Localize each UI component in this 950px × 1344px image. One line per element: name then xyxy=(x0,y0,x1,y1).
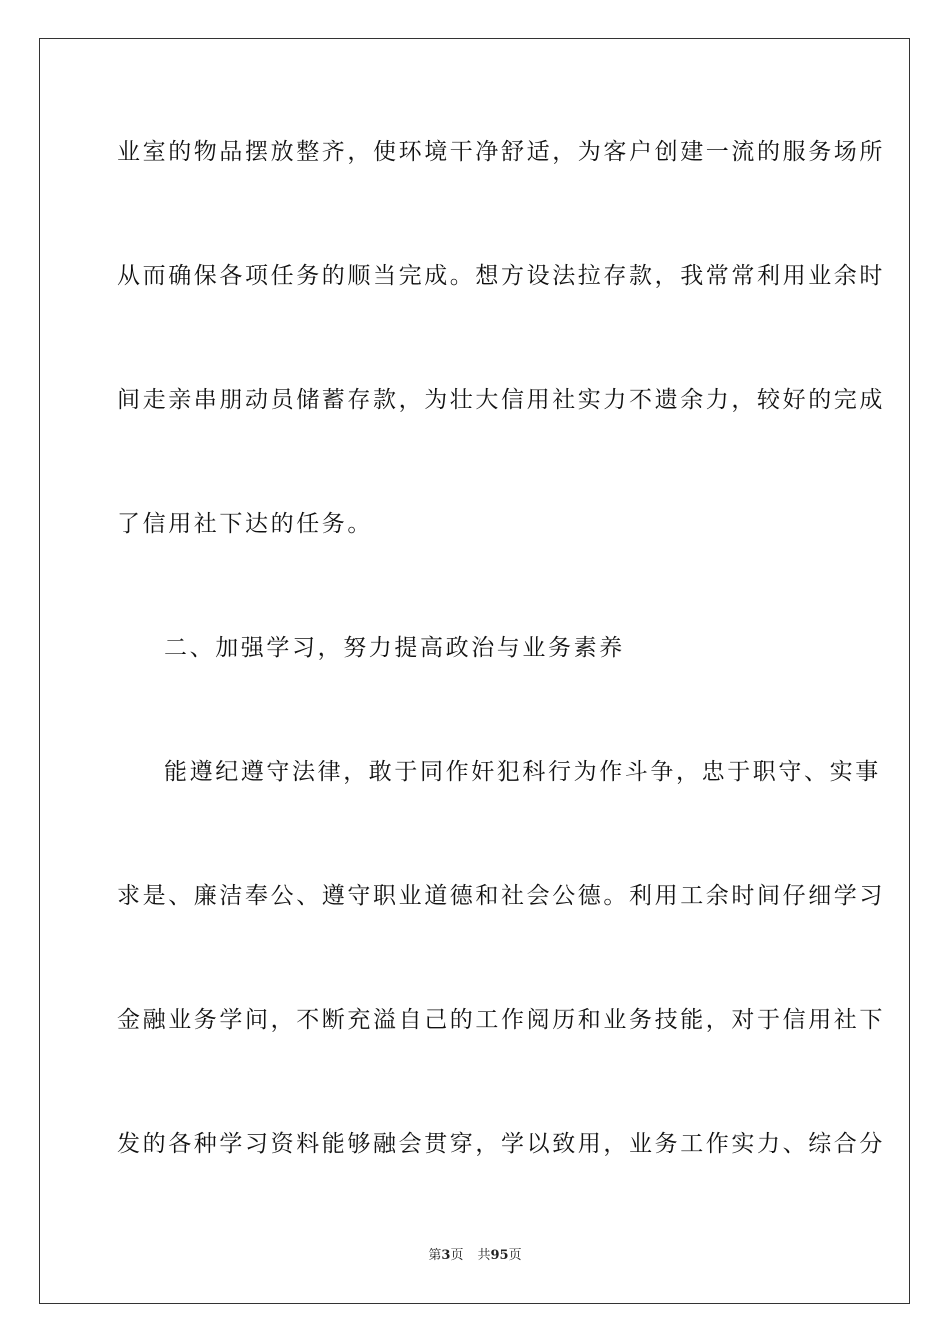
paragraph-line-8: 发的各种学习资料能够融会贯穿，学以致用，业务工作实力、综合分 xyxy=(117,1131,885,1157)
page-prefix: 第 xyxy=(428,1248,442,1263)
page-footer xyxy=(0,1247,950,1265)
total-pages: 95 xyxy=(490,1248,509,1263)
paragraph-line-3: 间走亲串朋动员储蓄存款，为壮大信用社实力不遗余力，较好的完成 xyxy=(117,387,885,413)
paragraph-line-4: 了信用社下达的任务。 xyxy=(117,511,373,537)
paragraph-line-5: 能遵纪遵守法律，敢于同作奸犯科行为作斗争，忠于职守、实事 xyxy=(164,759,881,785)
paragraph-line-1: 业室的物品摆放整齐，使环境干净舒适，为客户创建一流的服务场所 xyxy=(117,139,885,165)
total-prefix: 共 xyxy=(477,1248,491,1263)
page-border xyxy=(39,38,910,1304)
total-suffix: 页 xyxy=(508,1248,522,1263)
page-number: 3 xyxy=(441,1248,451,1263)
paragraph-line-7: 金融业务学问，不断充溢自己的工作阅历和业务技能，对于信用社下 xyxy=(117,1007,885,1033)
paragraph-line-6: 求是、廉洁奉公、遵守职业道德和社会公德。利用工余时间仔细学习 xyxy=(117,883,885,909)
section-heading: 二、加强学习，努力提高政治与业务素养 xyxy=(164,635,625,661)
paragraph-line-2: 从而确保各项任务的顺当完成。想方设法拉存款，我常常利用业余时 xyxy=(117,263,885,289)
page-suffix: 页 xyxy=(450,1248,464,1263)
